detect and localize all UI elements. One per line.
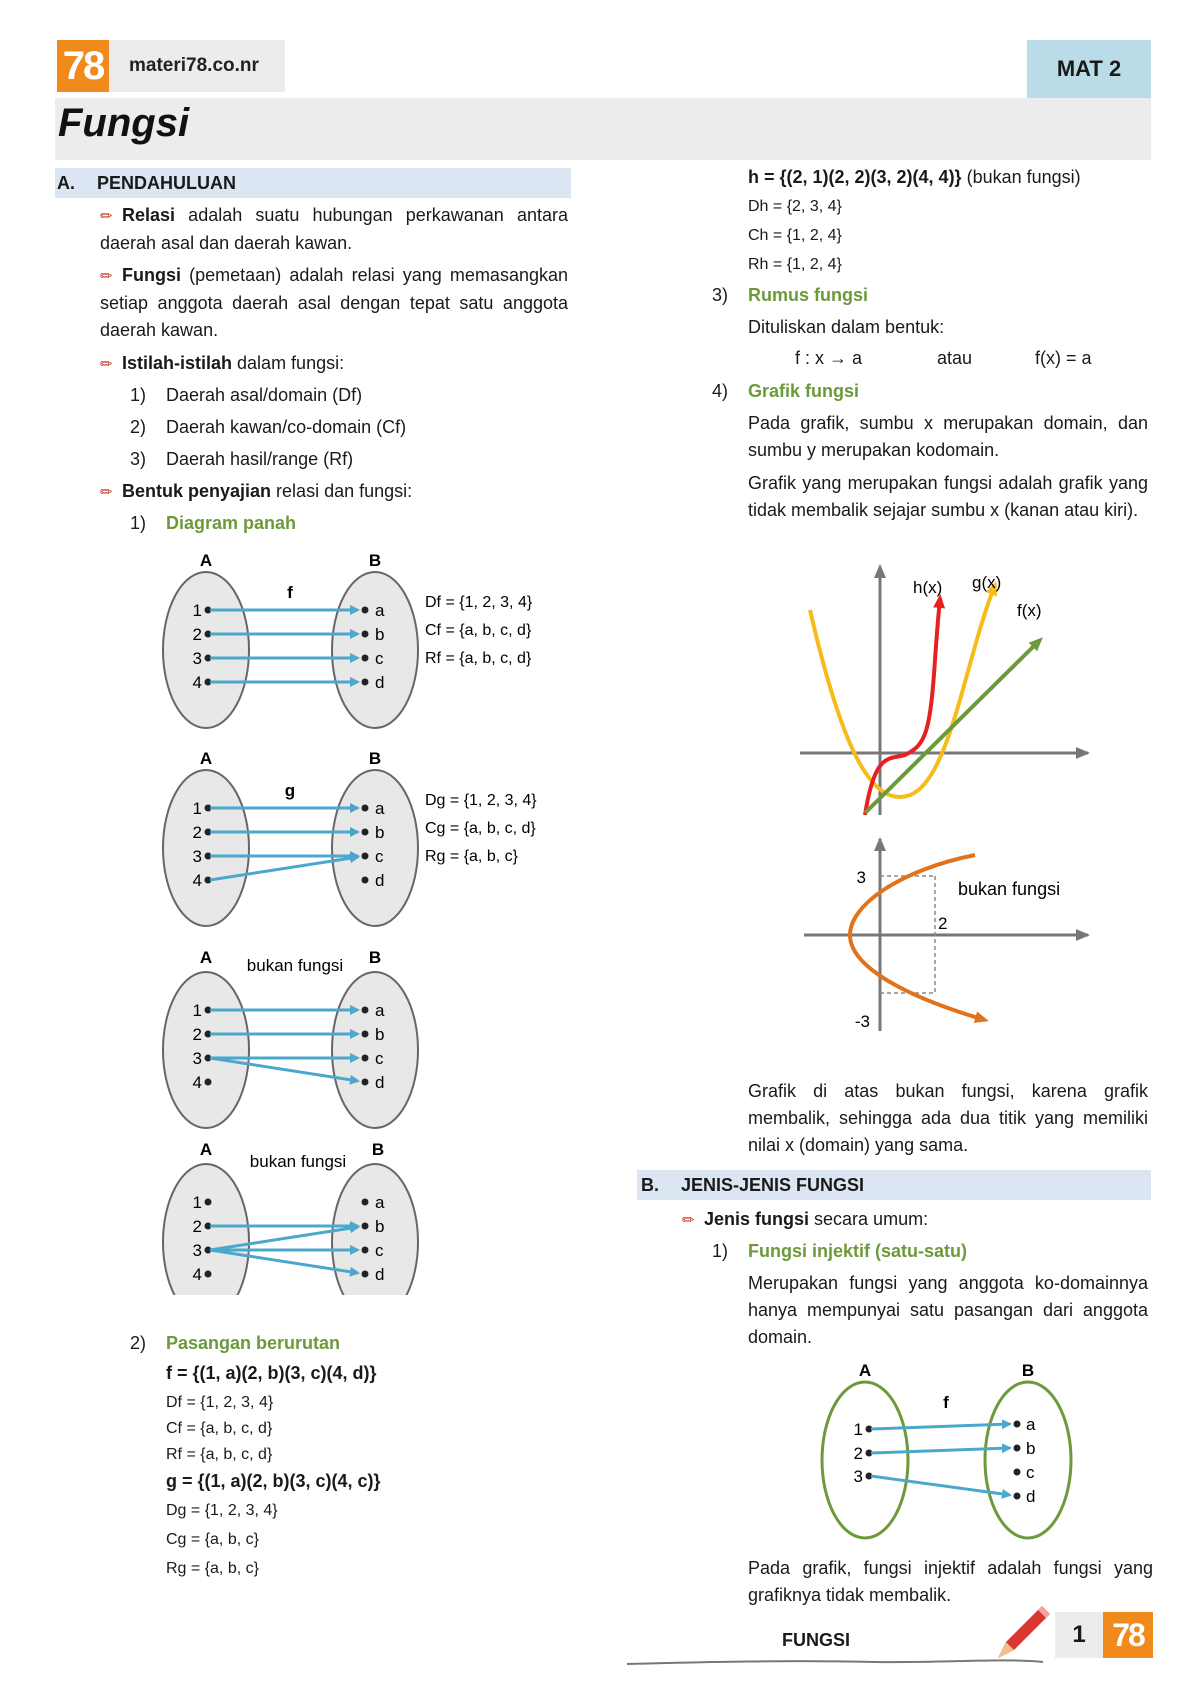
grafik-paragraph-1: Pada grafik, sumbu x merupakan domain, dan sumbu y merupakan kodomain. [748,413,1148,460]
graph-f [865,640,1040,813]
diagram-note: Rg = {a, b, c} [425,848,518,865]
formula-or: atau [937,348,973,368]
pencil-icon: ✏ [100,484,113,501]
sub-number: 4) [712,381,729,401]
sub-number: 3) [712,285,729,305]
domain-element: 3 [192,1049,202,1068]
grafik-paragraph-2: Grafik yang merupakan fungsi adalah grafik yang tidak membalik sejajar sumbu x (kanan atau kiri). [748,473,1148,520]
bullet-fungsi [100,262,568,344]
section-a-label: A. [57,173,75,193]
term-penyajian: Bentuk penyajian [122,481,272,501]
sub-number: 2) [130,1333,147,1353]
codomain-element: b [375,823,385,842]
label-y1: 3 [856,868,866,887]
set-b-label: B [368,948,382,967]
jenis-text: secara umum: [809,1209,929,1229]
codomain-element: a [375,601,385,620]
label-g: g(x) [972,573,1002,592]
subheading-diagram-panah [130,510,296,537]
codomain-element: d [1026,1487,1036,1506]
domain-element: 1 [192,1001,202,1020]
function-name: f [943,1393,949,1412]
domain-element: 3 [192,649,202,668]
label-x1: 2 [938,914,948,933]
diagram-note: Cf = {a, b, c, d} [425,622,532,639]
function-name: f [287,583,293,602]
sub-title: Grafik fungsi [748,381,860,401]
label-note: bukan fungsi [958,879,1061,899]
codomain-element: b [375,1217,385,1236]
sub-title: Pasangan berurutan [166,1333,341,1353]
term-istilah: Istilah-istilah [122,353,233,373]
domain-element: 3 [192,847,202,866]
section-b-title: JENIS-JENIS FUNGSI [681,1175,865,1195]
rumus-text: Dituliskan dalam bentuk: [748,317,945,337]
domain-element: 4 [192,673,202,692]
term-text: Daerah kawan/co-domain (Cf) [166,417,407,437]
term-jenis: Jenis fungsi [704,1209,810,1229]
h-codomain: Ch = {1, 2, 4} [748,227,842,244]
domain-element: 4 [192,1265,202,1284]
footer-topic: FUNGSI [782,1630,851,1650]
subheading-pasangan [130,1330,340,1357]
codomain-element: c [375,1049,384,1068]
not-function-graph [790,835,1100,1035]
domain-element: 2 [192,823,202,842]
istilah-text: dalam fungsi: [232,353,345,373]
set-a-label: A [199,1140,213,1159]
diagram-note: Df = {1, 2, 3, 4} [425,594,533,611]
set-a-label: A [858,1361,872,1380]
domain-element: 4 [192,871,202,890]
function-graphs [790,560,1100,820]
term-number: 2) [130,417,147,437]
codomain-element: b [375,1025,385,1044]
domain-element: 1 [192,799,202,818]
codomain-element: b [1026,1439,1036,1458]
codomain-element: b [375,625,385,644]
codomain-element: c [375,847,384,866]
label-y2: -3 [854,1012,870,1031]
subheading-grafik [712,378,859,405]
g-range: Rg = {a, b, c} [166,1560,259,1577]
set-a-label: A [199,948,213,967]
domain-element: 1 [192,1193,202,1212]
function-name: g [284,781,296,800]
codomain-element: c [1026,1463,1035,1482]
h-note: (bukan fungsi) [961,167,1081,187]
section-a-title: PENDAHULUAN [97,173,236,193]
bullet-relasi [100,202,568,257]
codomain-element: d [375,1073,385,1092]
sub-number: 1) [130,513,147,533]
term-text: Daerah hasil/range (Rf) [166,449,354,469]
domain-element: 2 [192,625,202,644]
subheading-injektif [712,1238,967,1265]
page-number: 1 [1055,1612,1103,1658]
g-pairs: g = {(1, a)(2, b)(3, c)(4, c)} [166,1471,381,1491]
label-h: h(x) [913,578,943,597]
penyajian-text: relasi dan fungsi: [271,481,413,501]
pencil-icon: ✏ [682,1212,695,1229]
bullet-penyajian [100,478,412,506]
domain-element: 3 [192,1241,202,1260]
closing-text: Pada grafik, fungsi injektif adalah fungsi yang grafiknya tidak membalik. [748,1558,1153,1605]
codomain-element: d [375,673,385,692]
formula-arrow: f : x → a [795,348,863,368]
domain-element: 3 [853,1467,863,1486]
section-b-header [637,1170,1151,1200]
formula-eq: f(x) = a [1035,348,1092,368]
diagram-not-function-1 [163,948,418,1128]
h-range: Rh = {1, 2, 4} [748,256,842,273]
diagram-note: Dg = {1, 2, 3, 4} [425,792,537,809]
codomain-element: a [1026,1415,1036,1434]
term-item-3 [130,446,353,473]
domain-element: 2 [192,1025,202,1044]
title-bar [55,98,1151,160]
sub-title: Rumus fungsi [748,285,868,305]
sub-title: Fungsi injektif (satu-satu) [748,1241,968,1261]
codomain-element: c [375,1241,384,1260]
h-pairs: h = {(2, 1)(2, 2)(3, 2)(4, 4)} [748,167,962,187]
pencil-icon: ✏ [100,208,113,225]
section-b-label: B. [641,1175,659,1195]
term-item-2 [130,414,406,441]
h-pairs-line [748,164,1081,191]
codomain-element: a [375,1001,385,1020]
term-item-1 [130,382,362,409]
sub-title: Diagram panah [166,513,297,533]
label-f: f(x) [1017,601,1042,620]
function-name: bukan fungsi [246,956,344,975]
term-relasi: Relasi [122,205,176,225]
g-domain: Dg = {1, 2, 3, 4} [166,1502,278,1519]
bullet-istilah [100,350,568,378]
term-text: Daerah asal/domain (Df) [166,385,363,405]
codomain-element: d [375,1265,385,1284]
codomain-element: a [375,1193,385,1212]
section-a-header [55,168,571,198]
term-number: 1) [130,385,147,405]
domain-element: 1 [853,1420,863,1439]
domain-element: 1 [192,601,202,620]
diagram-note: Cg = {a, b, c, d} [425,820,536,837]
set-b-label: B [1021,1361,1035,1380]
set-b-label: B [368,551,382,570]
brand-logo: 78 [57,40,109,92]
footer-underline [625,1650,1045,1680]
set-b-label: B [368,749,382,768]
domain-element: 2 [192,1217,202,1236]
relasi-text: adalah suatu hubungan perkawanan antara daerah asal dan daerah kawan. [100,205,568,253]
injective-diagram [820,1360,1080,1550]
pencil-icon: ✏ [100,356,113,373]
graph-h [865,598,940,815]
g-codomain: Cg = {a, b, c} [166,1531,259,1548]
f-codomain: Cf = {a, b, c, d} [166,1420,273,1437]
pencil-icon: ✏ [100,268,113,285]
graph-g [810,585,995,797]
domain-element: 4 [192,1073,202,1092]
term-fungsi: Fungsi [122,265,181,285]
h-domain: Dh = {2, 3, 4} [748,198,842,215]
f-range: Rf = {a, b, c, d} [166,1446,273,1463]
term-number: 3) [130,449,147,469]
codomain-element: d [375,871,385,890]
bullet-jenis [682,1206,928,1234]
diagram-g [163,749,537,926]
codomain-element: a [375,799,385,818]
f-domain: Df = {1, 2, 3, 4} [166,1394,274,1411]
subject-badge: MAT 2 [1027,40,1151,98]
site-url: materi78.co.nr [109,40,285,92]
f-pairs: f = {(1, a)(2, b)(3, c)(4, d)} [166,1363,377,1383]
fungsi-text: (pemetaan) adalah relasi yang memasangkan setiap anggota daerah asal dengan tepat satu anggota daerah kawan. [100,265,568,340]
set-a-label: A [199,551,213,570]
domain-element: 2 [853,1444,863,1463]
after-graph-text: Grafik di atas bukan fungsi, karena grafik membalik, sehingga ada dua titik yang memiliki nilai x (domain) yang sama. [748,1081,1148,1155]
subheading-rumus [712,282,868,309]
diagram-note: Rf = {a, b, c, d} [425,650,532,667]
footer-logo: 78 [1103,1612,1153,1658]
arrow-diagrams [150,545,570,1295]
sub-number: 1) [712,1241,729,1261]
diagram-not-function-2 [163,1140,418,1295]
set-b-label: B [371,1140,385,1159]
pencil-icon [990,1598,1054,1662]
set-a-label: A [199,749,213,768]
injektif-text: Merupakan fungsi yang anggota ko-domainnya hanya mempunyai satu pasangan dari anggota domain. [748,1273,1148,1347]
page-title: Fungsi [58,101,190,145]
diagram-f [163,551,533,728]
function-name: bukan fungsi [249,1152,347,1171]
codomain-element: c [375,649,384,668]
